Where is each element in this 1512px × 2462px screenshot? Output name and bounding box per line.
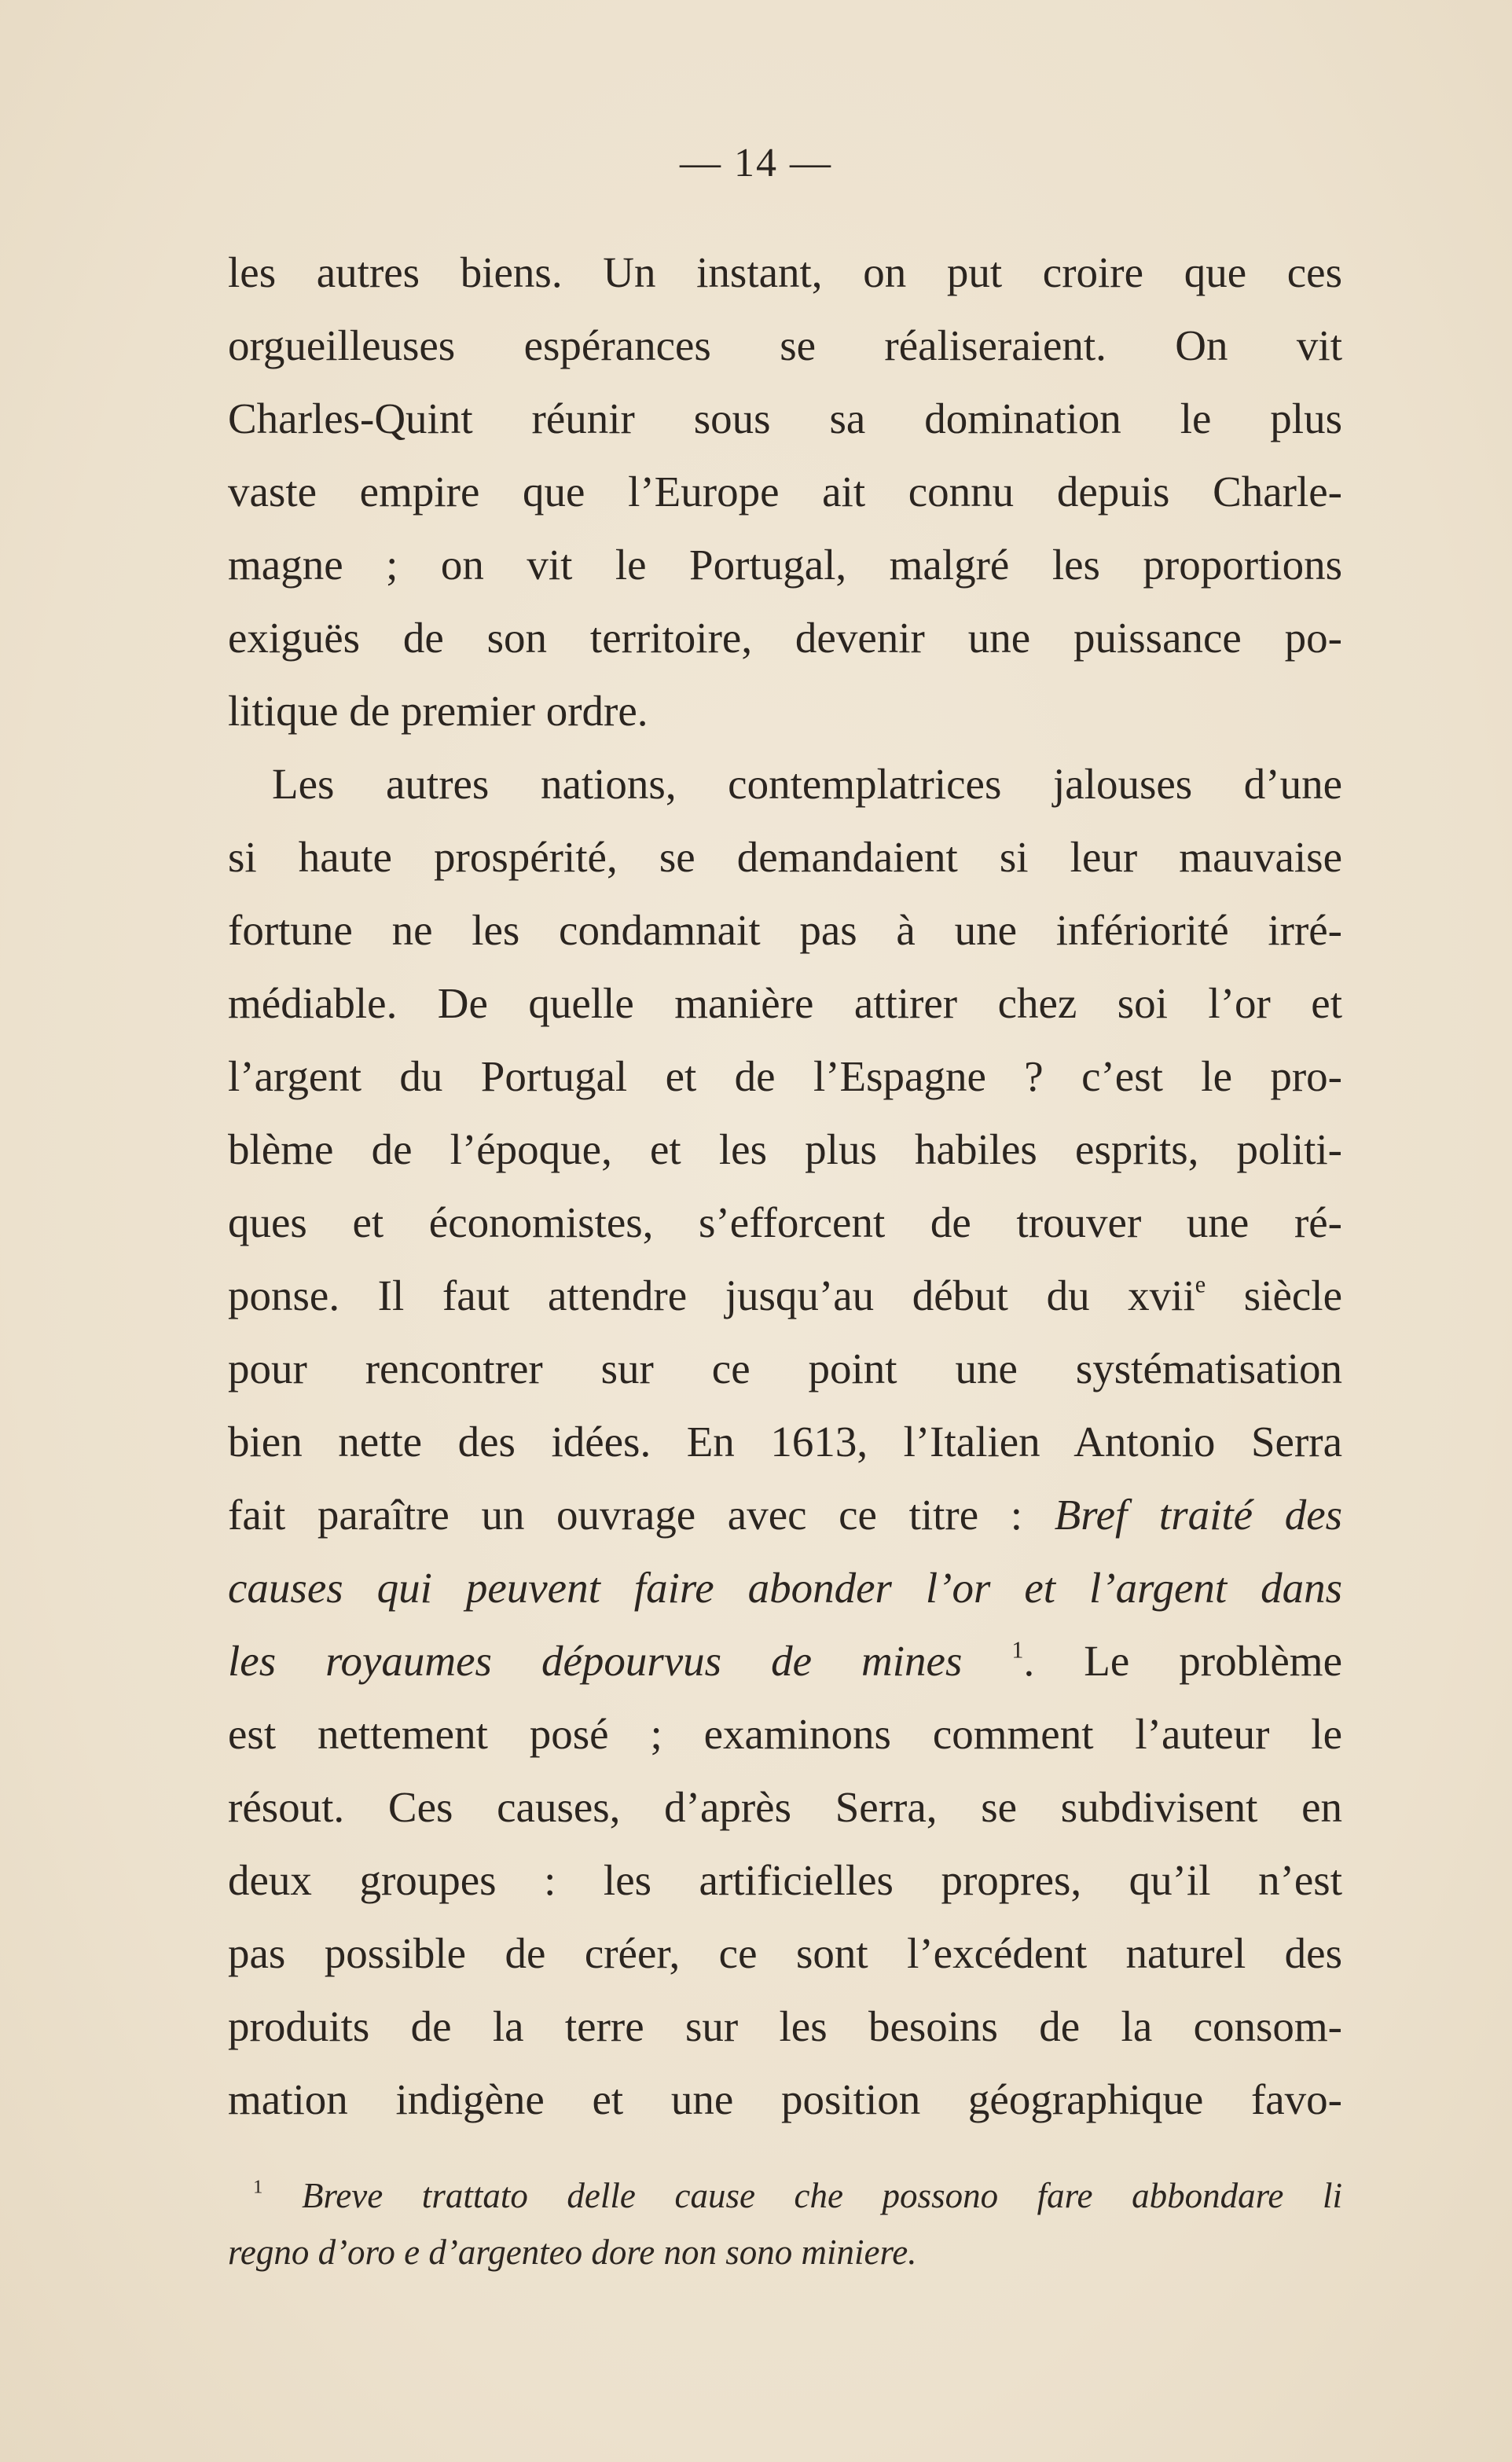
text-line: si haute prospérité, se demandaient si leur mauvaise	[228, 833, 1342, 881]
text-line: vaste empire que l’Europe ait connu depuis Charle-	[228, 468, 1342, 516]
text-line: médiable. De quelle manière attirer chez soi l’or et	[228, 979, 1342, 1027]
text-line: les autres biens. Un instant, on put croire que ces	[228, 248, 1342, 296]
text-line: bien nette des idées. En 1613, l’Italien Antonio Serra	[228, 1418, 1342, 1466]
text-line: magne ; on vit le Portugal, malgré les proportions	[228, 541, 1342, 589]
footnote-text: Breve trattato delle cause che possono fare abbondare li	[301, 2176, 1342, 2215]
text-line: mation indigène et une position géographique favo-	[228, 2075, 1342, 2123]
text-segment: ponse. Il faut attendre jusqu’au début du xvii	[228, 1271, 1195, 1319]
text-line	[228, 1551, 1342, 1624]
text-line: Les autres nations, contemplatrices jalouses d’une	[272, 760, 1342, 808]
text-line: Charles-Quint réunir sous sa domination le plus	[228, 394, 1342, 442]
book-title-italic: les royaumes dépourvus de mines	[228, 1637, 963, 1685]
text-line	[228, 1478, 1342, 1551]
footnote-reference: 1	[1011, 1636, 1024, 1664]
footnote-line: regno d’oro e d’argenteo dore non sono miniere.	[228, 2233, 917, 2272]
text-line: résout. Ces causes, d’après Serra, se subdivisent en	[228, 1783, 1342, 1831]
text-line: produits de la terre sur les besoins de la consom-	[228, 2002, 1342, 2050]
text-line: ques et économistes, s’efforcent de trouver une ré-	[228, 1198, 1342, 1246]
page-number: — 14 —	[680, 141, 832, 185]
text-line: pour rencontrer sur ce point une systématisation	[228, 1345, 1342, 1392]
superscript: e	[1195, 1271, 1206, 1298]
text-line: est nettement posé ; examinons comment l’auteur le	[228, 1710, 1342, 1758]
footnote-marker: 1	[253, 2176, 263, 2198]
text-segment: fait paraître un ouvrage avec ce titre :	[228, 1491, 1023, 1539]
body-text	[228, 236, 1342, 2136]
text-line: blème de l’époque, et les plus habiles esprits, politi-	[228, 1125, 1342, 1173]
text-line: fortune ne les condamnait pas à une infériorité irré-	[228, 906, 1342, 954]
text-line: exiguës de son territoire, devenir une puissance po-	[228, 614, 1342, 662]
text-line	[228, 1624, 1342, 1697]
footnote	[228, 2167, 1342, 2280]
text-line: litique de premier ordre.	[228, 687, 648, 735]
book-title-italic: Bref traité des	[1054, 1491, 1343, 1539]
text-line: deux groupes : les artificielles propres, qu’il n’est	[228, 1856, 1342, 1904]
footnote-line	[228, 2167, 1342, 2224]
text-segment: . Le problème	[1023, 1637, 1342, 1685]
text-segment: siècle	[1206, 1271, 1343, 1319]
book-title-italic: causes qui peuvent faire abonder l’or et l’argent dans	[228, 1564, 1342, 1612]
text-line	[228, 1259, 1342, 1332]
text-line: pas possible de créer, ce sont l’excédent naturel des	[228, 1929, 1342, 1977]
text-line: l’argent du Portugal et de l’Espagne ? c’est le pro-	[228, 1052, 1342, 1100]
text-line: orgueilleuses espérances se réaliseraient. On vit	[228, 321, 1342, 369]
